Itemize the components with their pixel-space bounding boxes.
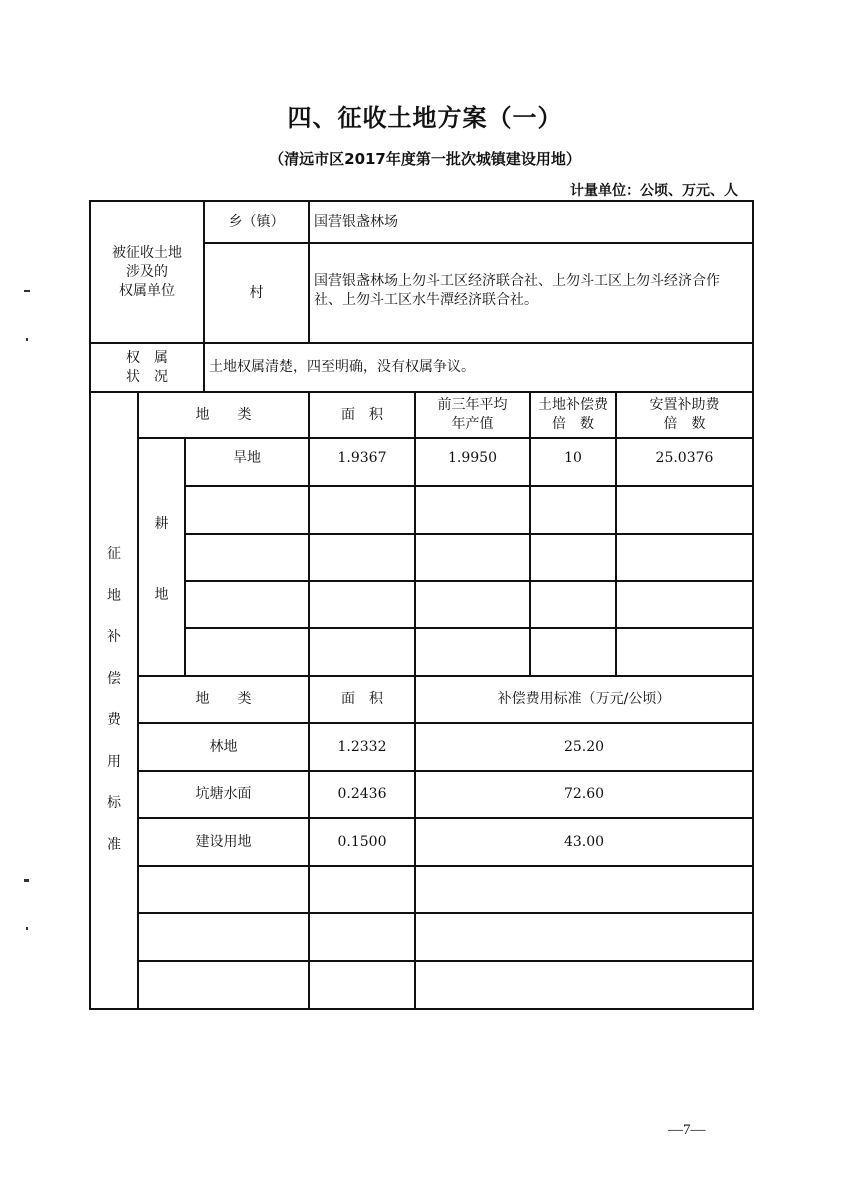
unit-label: 计量单位：公顷、万元、人 [570,183,738,199]
table-line [184,533,754,535]
other-row-area: 0.2436 [337,786,387,802]
header-avg-output [416,393,529,437]
other-row-standard: 43.00 [563,833,605,850]
village-value: 国营银盏林场上勿斗工区经济联合社、上勿斗工区上勿斗经济合作社、上勿斗工区水牛潭经济联合社。 [314,273,720,308]
section-char: 用 [107,753,121,770]
section-char: 补 [107,629,121,646]
cultivated-char: 耕 [154,516,169,532]
ownership-section-label: 被征收土地 涉及的 权属单位 [112,244,182,299]
header-resettle-multiple-line2: 倍 数 [663,416,706,432]
header-land-multiple [531,393,615,437]
page-number: —7— [668,1122,706,1138]
other-row-area: 0.1500 [337,833,387,850]
table-line [137,960,754,962]
other-row-standard: 25.20 [563,738,605,755]
header2-standard: 补偿费用标准（万元/公顷） [497,691,671,707]
section-char: 费 [107,712,121,729]
cultivated-row-area: 1.9367 [337,449,387,466]
header-land-type: 地 类 [195,406,252,423]
section-char: 地 [107,587,121,604]
header-area: 面 积 [341,406,383,423]
ownership-status-label-line2: 状 况 [126,368,168,385]
section-char: 偿 [107,670,121,687]
header-resettle-multiple-line1: 安置补助费 [649,397,720,413]
cultivated-row-avg-output: 1.9950 [448,449,497,466]
header-avg-output-line1: 前三年平均 [437,397,508,413]
ownership-status-label-line1: 权 属 [126,349,168,366]
section-char: 准 [107,836,121,853]
header-avg-output-line2: 年产值 [451,416,494,432]
other-row-type: 坑塘水面 [195,786,252,802]
section-char: 标 [107,795,121,812]
header2-area: 面 积 [341,691,383,707]
town-label: 乡（镇） [228,213,285,230]
header2-land-type: 地 类 [195,691,252,707]
table-line [137,865,754,867]
cultivated-char: 地 [154,587,169,603]
compensation-section-label [91,545,137,855]
cultivated-row-land-multiple: 10 [564,449,582,466]
document-subtitle: （清远市区2017年度第一批次城镇建设用地） [269,150,581,168]
table-line [137,912,754,914]
header-land-multiple-line1: 土地补偿费 [538,397,608,413]
cultivated-land-label [139,515,184,605]
other-row-standard: 72.60 [563,786,605,802]
town-value: 国营银盏林场 [314,213,398,230]
section-char: 征 [107,546,121,562]
table-border [752,200,754,1010]
ownership-status-value: 土地权属清楚，四至明确，没有权属争议。 [209,359,475,375]
other-row-type: 林地 [209,738,238,755]
ownership-status-label [91,344,203,391]
table-line [184,580,754,582]
table-line [184,627,754,629]
header-resettle-multiple [617,393,752,437]
village-label: 村 [249,284,264,301]
table-border [89,1008,754,1010]
cultivated-row-type: 旱地 [233,449,261,466]
header-land-multiple-line2: 倍 数 [552,416,594,432]
cultivated-row-resettle-multiple: 25.0376 [655,449,714,466]
table-line [184,485,754,487]
other-row-area: 1.2332 [337,738,387,755]
other-row-type: 建设用地 [195,833,252,850]
document-title: 四、征收土地方案（一） [287,104,563,132]
